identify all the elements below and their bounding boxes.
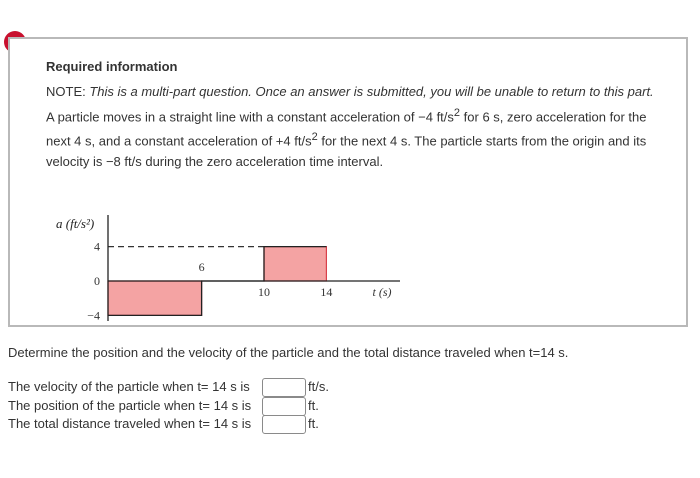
y-tick-label: 0: [94, 274, 100, 288]
question-text: Determine the position and the velocity of the particle and the total distance traveled when t=14 s.: [8, 345, 569, 360]
panel-title: Required information: [46, 59, 178, 74]
answer-label: The velocity of the particle when t= 14 s is: [8, 379, 250, 394]
answer-unit: ft.: [308, 398, 319, 413]
segment-area-2: [264, 247, 326, 281]
note-label: NOTE:: [46, 84, 90, 99]
problem-text-c: for the next 4 s. The particle starts from the origin and its velocity is −8 ft/s during the zero acceleration time interval.: [46, 133, 647, 170]
answer-unit: ft.: [308, 416, 319, 431]
segment-area-0: [108, 281, 202, 315]
velocity-input[interactable]: [262, 378, 306, 397]
answer-label: The position of the particle when t= 14 s is: [8, 398, 252, 413]
exponent: 2: [311, 131, 318, 144]
exponent: 2: [453, 106, 461, 119]
y-axis-label: a (ft/s²): [56, 216, 95, 231]
note-text: This is a multi-part question. Once an answer is submitted, you will be unable to return to this part.: [89, 84, 654, 99]
y-tick-label: 4: [94, 239, 100, 254]
problem-statement: [46, 82, 656, 173]
y-tick-label: −4: [87, 308, 100, 323]
distance-input[interactable]: [262, 415, 306, 434]
answer-label: The total distance traveled when t= 14 s is: [8, 416, 252, 431]
x-tick-label: 6: [198, 260, 205, 274]
required-information-panel: [8, 37, 688, 327]
problem-text-b: for 6 s, zero acceleration for the next 4 s, and a constant acceleration of +4 ft/s: [46, 108, 647, 149]
x-axis-label: t (s): [372, 285, 392, 299]
x-tick-label: 10: [258, 285, 270, 299]
position-input[interactable]: [262, 397, 306, 416]
answer-unit: ft/s.: [308, 379, 329, 394]
x-tick-label: 14: [320, 285, 333, 299]
acceleration-time-graph: [42, 173, 402, 333]
problem-text-a: A particle moves in a straight line with a constant acceleration of −4 ft/s: [46, 108, 454, 124]
